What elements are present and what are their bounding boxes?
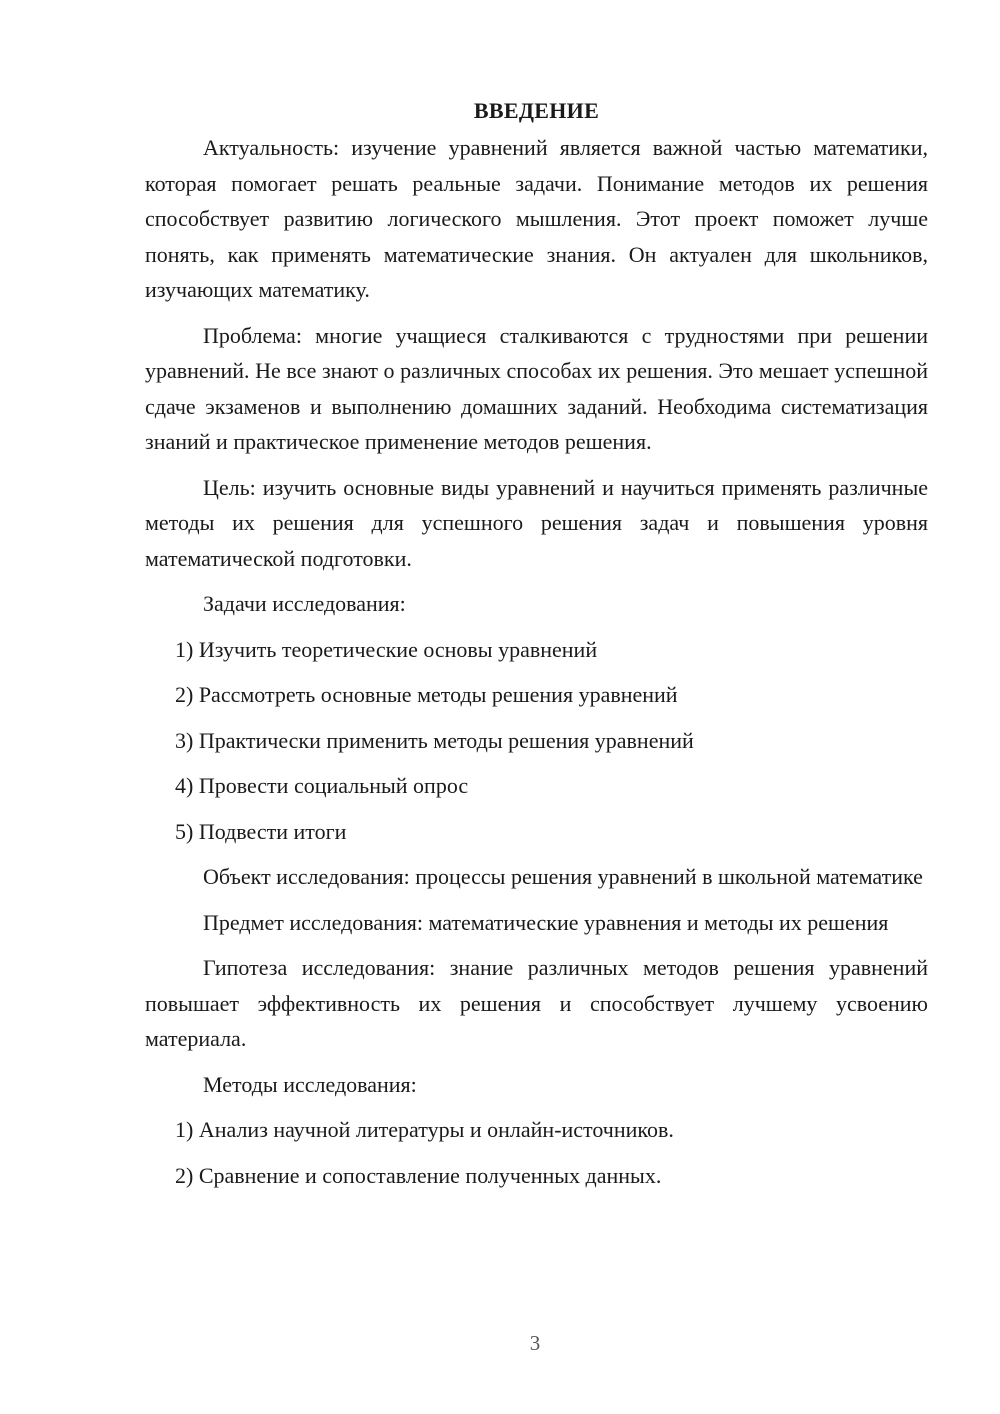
tasks-label: Задачи исследования:: [203, 591, 406, 616]
tasks-list: [145, 632, 928, 850]
paragraph-hypothesis: Гипотеза исследования: знание различных методов решения уравнений повышает эффективность их решения и способствует лучшему усвоению материала.: [145, 955, 928, 1051]
list-item: 2) Рассмотреть основные методы решения уравнений: [175, 682, 678, 707]
list-item: 1) Изучить теоретические основы уравнений: [175, 636, 598, 662]
paragraph-relevance: Актуальность: изучение уравнений является важной частью математики, которая помогает решать реальные задачи. Понимание методов их решения способствует развитию логического мышления. Этот проект поможет лучше понять, как применять математические знания. Он актуален для школьников, изучающих математику.: [145, 135, 928, 302]
page-number: 3: [529, 1331, 541, 1355]
list-item: 5) Подвести итоги: [175, 818, 347, 844]
list-item: 2) Сравнение и сопоставление полученных данных.: [175, 1162, 662, 1188]
list-item: 3) Практически применить методы решения уравнений: [175, 727, 694, 753]
methods-label: Методы исследования:: [203, 1071, 417, 1097]
paragraph-problem: Проблема: многие учащиеся сталкиваются с трудностями при решении уравнений. Не все знают о различных способах их решения. Это мешает успешной сдаче экзаменов и выполнению домашних заданий. Необходима систематизация знаний и практическое применение методов решения.: [145, 322, 928, 454]
document-page: [145, 93, 928, 1203]
section-heading: ВВЕДЕНИЕ: [473, 98, 600, 123]
paragraph-object: Объект исследования: процессы решения уравнений в школьной математике: [203, 864, 923, 889]
list-item: 4) Провести социальный опрос: [175, 773, 469, 798]
paragraph-subject: Предмет исследования: математические уравнения и методы их решения: [203, 909, 889, 935]
paragraph-goal: Цель: изучить основные виды уравнений и научиться применять различные методы их решения для успешного решения задач и повышения уровня математической подготовки.: [145, 474, 928, 571]
methods-list: [145, 1112, 928, 1193]
list-item: 1) Анализ научной литературы и онлайн-источников.: [175, 1117, 674, 1142]
